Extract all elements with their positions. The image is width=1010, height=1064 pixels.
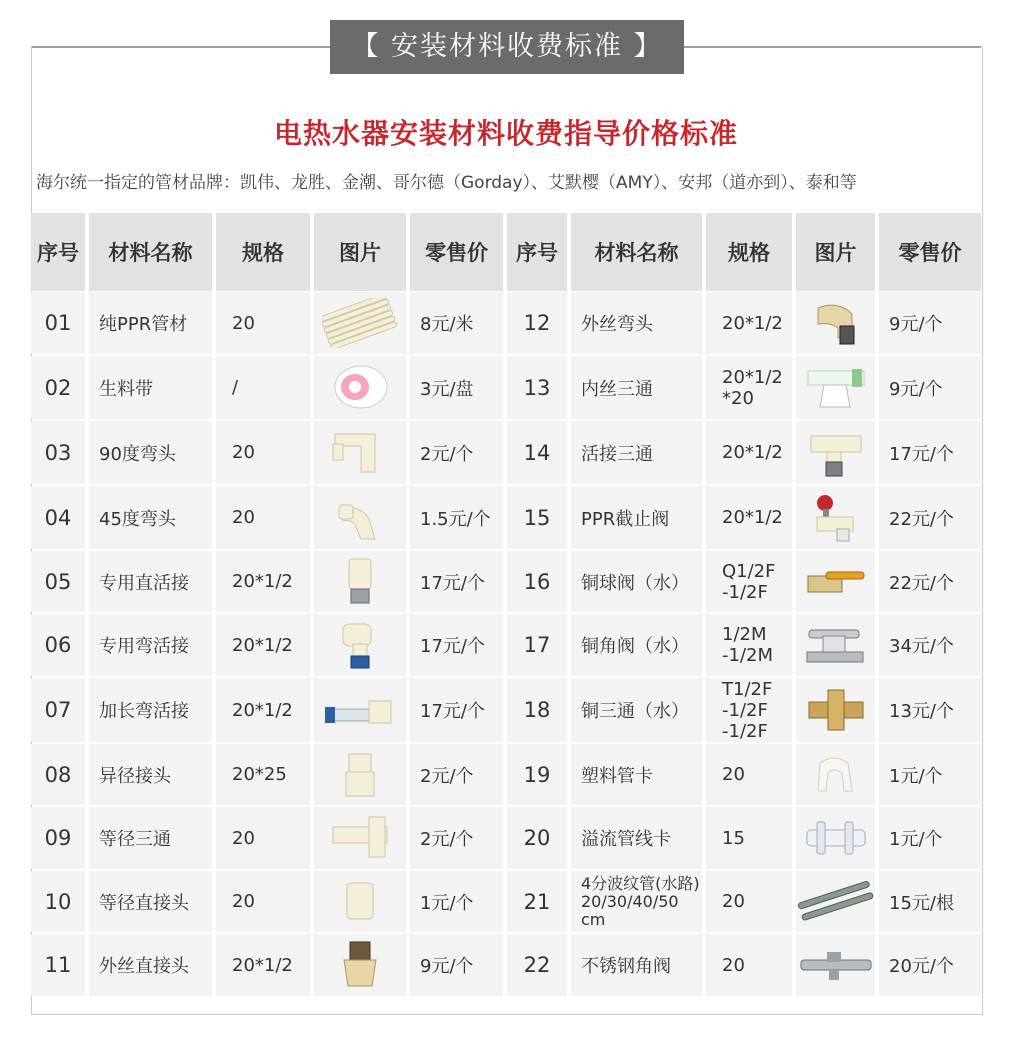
material-price (879, 614, 981, 676)
material-spec (216, 292, 310, 354)
material-spec (706, 421, 792, 484)
material-spec-text: 20*1/2 *20 (722, 366, 783, 409)
header-right-name: 材料名称 (571, 213, 702, 291)
stop-valve-icon (811, 493, 861, 543)
material-image (314, 614, 406, 676)
material-image (796, 744, 875, 805)
header-right-num: 序号 (507, 213, 567, 291)
row-number-text: 21 (523, 889, 551, 914)
material-image (796, 292, 875, 354)
material-image (796, 421, 875, 484)
row-number (31, 934, 85, 996)
material-image (796, 934, 875, 996)
material-name (571, 356, 702, 419)
material-image (796, 486, 875, 549)
row-number (507, 421, 567, 484)
material-price (410, 356, 503, 419)
material-image (314, 356, 406, 419)
row-number-text: 16 (523, 569, 551, 594)
row-number (507, 678, 567, 742)
material-price-text: 8元/米 (420, 314, 474, 335)
material-spec (216, 678, 310, 742)
long-elbow-union-icon (325, 687, 395, 733)
material-name-text: 纯PPR管材 (99, 314, 188, 335)
material-spec (216, 614, 310, 676)
row-number (507, 356, 567, 419)
material-image (796, 678, 875, 742)
row-number-text: 13 (523, 375, 551, 400)
material-image (796, 807, 875, 869)
material-price-text: 1元/个 (889, 765, 943, 787)
material-image (314, 678, 406, 742)
material-name-text: 专用弯活接 (99, 636, 189, 657)
material-spec-text: 20 (232, 827, 255, 849)
material-name-text: 溢流管线卡 (581, 829, 671, 850)
material-spec (706, 292, 792, 354)
row-number-text: 14 (523, 440, 551, 465)
material-spec (706, 807, 792, 869)
material-name (571, 871, 702, 932)
row-number (507, 934, 567, 996)
elbow-45-icon (335, 493, 385, 543)
brand-subtitle: 海尔统一指定的管材品牌：凯伟、龙胜、金潮、哥尔德（Gorday）、艾默樱（AMY）、安邦（道亦到）、泰和等 (36, 173, 857, 193)
material-image (314, 934, 406, 996)
material-name-text: 内丝三通 (581, 378, 653, 400)
material-price-text: 1元/个 (420, 892, 474, 914)
material-spec-text: 20*1/2 (232, 571, 293, 592)
row-number-text: 17 (523, 633, 551, 657)
material-spec (216, 551, 310, 612)
row-number-text: 07 (44, 698, 72, 722)
header-left-price: 零售价 (410, 213, 503, 291)
material-price (879, 551, 981, 612)
material-name-text: 铜三通（水） (581, 701, 689, 722)
material-name (89, 292, 212, 354)
ball-valve-icon (804, 562, 868, 602)
material-price (879, 356, 981, 419)
female-tee-icon (804, 363, 868, 413)
row-number (31, 356, 85, 419)
material-price-text: 2元/个 (420, 829, 474, 850)
material-price-text: 17元/个 (420, 636, 485, 657)
material-spec (706, 678, 792, 742)
overflow-clip-icon (803, 818, 869, 858)
row-number-text: 20 (523, 826, 551, 850)
material-name (89, 744, 212, 805)
material-image (796, 871, 875, 932)
material-image (314, 551, 406, 612)
header-left-num: 序号 (31, 213, 85, 291)
material-name (89, 807, 212, 869)
row-number (507, 551, 567, 612)
ptfe-tape-icon (325, 363, 395, 413)
material-spec (216, 356, 310, 419)
material-price-text: 2元/个 (420, 765, 474, 787)
material-spec (706, 356, 792, 419)
material-name-text: 外丝直接头 (99, 956, 189, 977)
material-name-text: 外丝弯头 (581, 314, 653, 335)
material-name (571, 807, 702, 869)
material-price (879, 744, 981, 805)
material-price-text: 9元/个 (889, 314, 943, 335)
material-spec-text: 15 (722, 827, 745, 849)
page-title: 电热水器安装材料收费指导价格标准 (273, 117, 738, 150)
material-price (410, 871, 503, 932)
material-spec (216, 807, 310, 869)
material-image (314, 807, 406, 869)
pipe-bundle-icon (322, 298, 398, 348)
material-name-text: 等径直接头 (99, 892, 189, 914)
material-price (879, 292, 981, 354)
elbow-union-icon (337, 620, 383, 670)
corrugated-hose-icon (797, 880, 875, 924)
material-spec (706, 744, 792, 805)
material-image (314, 486, 406, 549)
material-spec (216, 934, 310, 996)
row-number (507, 871, 567, 932)
material-price (879, 934, 981, 996)
material-price (879, 807, 981, 869)
material-name-text: 不锈钢角阀 (581, 956, 671, 977)
material-name (89, 551, 212, 612)
tee-icon (329, 815, 391, 861)
material-price (410, 292, 503, 354)
material-name (89, 678, 212, 742)
material-name-text: 异径接头 (99, 765, 171, 787)
row-number (507, 486, 567, 549)
row-number (507, 292, 567, 354)
header-left-name: 材料名称 (89, 213, 212, 291)
material-spec-text: 20*1/2 (232, 699, 293, 721)
material-spec-text: 20*1/2 (232, 634, 293, 656)
row-number-text: 19 (523, 762, 551, 787)
material-price (879, 486, 981, 549)
male-elbow-icon (810, 298, 862, 348)
material-image (796, 551, 875, 612)
material-price-text: 15元/根 (889, 892, 954, 914)
material-name-text: 4分波纹管(水路) 20/30/40/50 cm (581, 873, 700, 929)
row-number-text: 01 (44, 311, 72, 335)
pipe-clip-icon (810, 751, 862, 799)
material-spec-text: / (232, 377, 239, 398)
row-number-text: 02 (44, 375, 72, 400)
material-spec-text: 20 (722, 954, 745, 976)
material-name (571, 614, 702, 676)
material-price (410, 486, 503, 549)
material-name-text: 等径三通 (99, 829, 171, 850)
material-price-text: 9元/个 (889, 378, 943, 400)
material-spec-text: 20*1/2 (722, 507, 783, 528)
brass-tee-icon (805, 686, 867, 734)
material-spec (706, 934, 792, 996)
material-spec (706, 486, 792, 549)
material-price-text: 20元/个 (889, 956, 954, 977)
material-name (89, 356, 212, 419)
material-spec-text: 20 (722, 891, 745, 912)
coupling-icon (337, 877, 383, 927)
material-price-text: 3元/盘 (420, 378, 474, 400)
material-price (410, 807, 503, 869)
row-number-text: 06 (44, 633, 72, 657)
material-name-text: 铜角阀（水） (581, 636, 689, 657)
row-number-text: 11 (44, 953, 72, 977)
section-badge: 【 安装材料收费标准 】 (330, 20, 684, 74)
material-name (571, 486, 702, 549)
material-image (796, 614, 875, 676)
material-name (571, 292, 702, 354)
male-coupling-icon (338, 940, 382, 990)
material-image (314, 871, 406, 932)
material-image (796, 356, 875, 419)
material-spec-text: 20 (232, 312, 255, 334)
material-price (410, 678, 503, 742)
row-number-text: 09 (44, 826, 72, 850)
row-number (31, 292, 85, 354)
material-name-text: 加长弯活接 (99, 701, 189, 722)
material-price-text: 17元/个 (889, 443, 954, 465)
material-name-text: 专用直活接 (99, 572, 189, 594)
material-name (571, 551, 702, 612)
row-number-text: 03 (44, 440, 72, 465)
material-price-text: 17元/个 (420, 701, 485, 722)
row-number (31, 871, 85, 932)
material-price-text: 17元/个 (420, 572, 485, 594)
material-spec (216, 871, 310, 932)
row-number (507, 744, 567, 805)
material-price (410, 744, 503, 805)
row-number (507, 614, 567, 676)
material-spec-text: 20 (722, 764, 745, 785)
material-price (410, 614, 503, 676)
material-name (89, 614, 212, 676)
stainless-angle-valve-icon (799, 946, 873, 984)
material-image (314, 744, 406, 805)
row-number-text: 15 (523, 505, 551, 530)
material-spec-text: 20*1/2 (232, 954, 293, 976)
material-spec (216, 744, 310, 805)
header-right-img: 图片 (796, 213, 875, 291)
material-price (879, 678, 981, 742)
material-image (314, 292, 406, 354)
material-spec-text: 20 (232, 891, 255, 912)
material-price-text: 13元/个 (889, 701, 954, 722)
material-price (410, 934, 503, 996)
material-spec (706, 551, 792, 612)
material-name (89, 486, 212, 549)
material-price (410, 421, 503, 484)
header-left-img: 图片 (314, 213, 406, 291)
material-price (879, 871, 981, 932)
material-price-text: 22元/个 (889, 508, 954, 530)
material-spec (706, 871, 792, 932)
material-name-text: 活接三通 (581, 443, 653, 465)
material-name (89, 871, 212, 932)
material-price-text: 34元/个 (889, 636, 954, 657)
material-spec (706, 614, 792, 676)
row-number (31, 744, 85, 805)
material-name-text: 塑料管卡 (581, 765, 653, 787)
row-number-text: 18 (523, 698, 551, 722)
material-name (571, 744, 702, 805)
material-spec-text: 20 (232, 442, 255, 463)
row-number (31, 486, 85, 549)
material-price-text: 2元/个 (420, 443, 474, 465)
material-name (571, 678, 702, 742)
row-number (31, 551, 85, 612)
material-name (89, 421, 212, 484)
row-number (31, 614, 85, 676)
row-number-text: 05 (44, 569, 72, 594)
material-spec-text: 20*1/2 (722, 312, 783, 334)
material-price-text: 22元/个 (889, 572, 954, 594)
material-spec-text: 20*1/2 (722, 442, 783, 463)
header-right-spec: 规格 (706, 213, 792, 291)
material-spec-text: T1/2F -1/2F -1/2F (722, 678, 773, 742)
material-name (571, 421, 702, 484)
material-spec (216, 421, 310, 484)
angle-valve-icon (805, 624, 867, 666)
row-number-text: 22 (523, 953, 551, 977)
material-price-text: 9元/个 (420, 956, 474, 977)
material-name-text: 铜球阀（水） (581, 572, 689, 594)
material-name-text: 生料带 (99, 378, 153, 400)
material-spec-text: 1/2M -1/2M (722, 624, 773, 666)
row-number-text: 10 (44, 889, 72, 914)
material-spec-text: 20 (232, 507, 255, 528)
material-price-text: 1元/个 (889, 829, 943, 850)
reducer-icon (337, 750, 383, 800)
material-name (89, 934, 212, 996)
material-name-text: PPR截止阀 (581, 508, 670, 530)
row-number (31, 678, 85, 742)
straight-union-icon (337, 557, 383, 607)
material-price (879, 421, 981, 484)
material-name-text: 45度弯头 (99, 508, 176, 530)
material-name (571, 934, 702, 996)
row-number (31, 807, 85, 869)
material-price-text: 1.5元/个 (420, 508, 491, 530)
header-right-price: 零售价 (879, 213, 981, 291)
material-spec-text: 20*25 (232, 764, 287, 785)
material-image (314, 421, 406, 484)
header-left-spec: 规格 (216, 213, 310, 291)
material-price (410, 551, 503, 612)
elbow-90-icon (329, 428, 391, 478)
row-number-text: 08 (44, 762, 72, 787)
row-number-text: 12 (523, 311, 551, 335)
material-spec (216, 486, 310, 549)
union-tee-icon (807, 428, 865, 478)
row-number (31, 421, 85, 484)
material-spec-text: Q1/2F -1/2F (722, 560, 776, 603)
material-name-text: 90度弯头 (99, 443, 176, 465)
row-number-text: 04 (44, 505, 72, 530)
row-number (507, 807, 567, 869)
